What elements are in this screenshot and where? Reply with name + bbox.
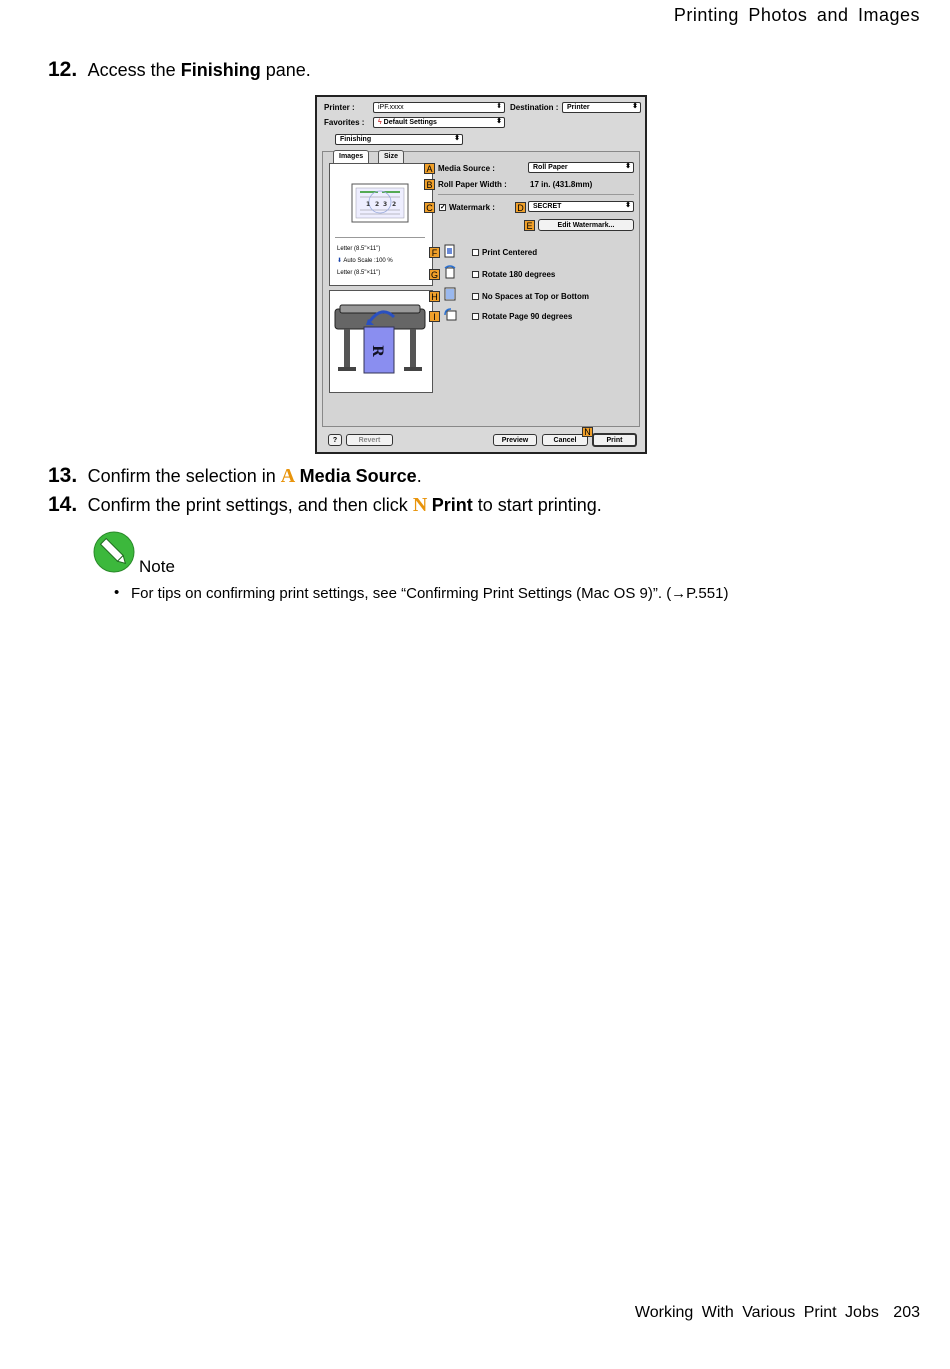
preview-scale: Auto Scale :100 % [343,258,393,264]
divider [438,194,634,195]
footer [635,1304,920,1322]
popup-arrows-icon: ⬍ [496,118,502,125]
preview-output-paper: Letter (8.5"×11") [337,270,381,276]
step-text-pre: Confirm the print settings, and then click [87,495,413,515]
note-title: Note [139,557,175,576]
marker-letter: A [280,465,296,487]
marker-h: H [429,291,440,302]
step-text-post: pane. [260,60,311,80]
marker-i: I [429,311,440,322]
step-number: 14. [48,493,78,516]
step-text-pre: Access the [87,60,181,80]
step-number: 13. [48,464,78,487]
pane-popup[interactable] [335,134,463,145]
marker-e: E [524,220,535,231]
cancel-button[interactable]: Cancel [542,434,588,446]
divider [335,237,425,238]
no-spaces-icon [443,287,457,301]
step-14 [48,493,602,517]
help-button[interactable]: ? [328,434,342,446]
arrow-down-icon: ⬇ [337,258,343,264]
destination-label: Destination : [510,103,559,112]
media-source-label: Media Source : [438,164,495,173]
step-bold: Media Source [299,466,417,486]
step-bold: Finishing [180,60,261,80]
page-number: 203 [893,1304,920,1321]
roll-width-label: Roll Paper Width : [438,180,507,189]
step-text-post: . [416,466,422,486]
tab-label: Size [384,153,399,160]
preview-button[interactable]: Preview [493,434,537,446]
option-label: No Spaces at Top or Bottom [482,292,589,301]
watermark-popup[interactable] [528,201,634,212]
footer-section: Working With Various Print Jobs [634,1304,879,1321]
printer-illustration [329,290,433,393]
step-bold: Print [431,495,473,515]
step-text-pre: Confirm the selection in [87,466,281,486]
tab-label: Images [339,153,364,160]
printer-popup[interactable] [373,102,505,113]
step-12 [48,58,311,82]
printer-label: Printer : [324,103,355,112]
popup-arrows-icon: ⬍ [625,163,631,170]
marker-g: G [430,270,438,280]
marker-c: C [424,202,435,213]
printer-page-letter: R [369,345,385,357]
marker-f: F [429,247,440,258]
print-button[interactable]: Print [592,433,637,447]
preview-info [337,243,393,279]
marker-letter: N [412,494,428,516]
print-centered-checkbox[interactable] [472,249,479,256]
printer-value: iPF.xxxx [378,104,404,111]
printer-icon [330,291,432,391]
step-13 [48,464,422,488]
lightning-icon: ϟ [378,119,382,126]
popup-arrows-icon: ⬍ [632,103,638,110]
watermark-value: SECRET [533,203,562,210]
popup-arrows-icon: ⬍ [454,135,460,142]
step-text-post: to start printing. [472,495,602,515]
preview-page-number: 2 [392,201,397,208]
print-centered-icon [443,244,457,258]
tab-size[interactable] [378,150,404,164]
marker-d: D [515,202,526,213]
preview-page-number: 3 [383,201,388,208]
watermark-checkbox[interactable]: ✓ [440,204,446,211]
media-source-popup[interactable] [528,162,634,173]
edit-watermark-button[interactable]: Edit Watermark... [538,219,634,231]
media-source-value: Roll Paper [533,164,568,171]
tab-images[interactable] [333,150,369,163]
note-text: For tips on confirming print settings, see “Confirming Print Settings (Mac OS 9)”. (→P.551) [131,585,729,602]
preview-paper: Letter (8.5"×11") [337,246,381,252]
rotate-90-checkbox[interactable] [472,313,479,320]
rotate-180-icon [443,265,457,279]
rotate-90-icon [443,307,457,321]
destination-popup[interactable] [562,102,641,113]
step-number: 12. [48,58,78,81]
print-dialog [315,95,647,454]
rotate-180-checkbox[interactable] [472,271,479,278]
watermark-label: Watermark : [449,203,495,212]
favorites-label: Favorites : [324,118,365,127]
favorites-popup[interactable] [373,117,505,128]
roll-width-value: 17 in. (431.8mm) [530,180,593,189]
pane-value: Finishing [340,136,372,143]
popup-arrows-icon: ⬍ [496,103,502,110]
option-label: Rotate Page 90 degrees [482,312,573,321]
option-label: Print Centered [482,248,538,257]
no-spaces-checkbox[interactable] [472,293,479,300]
favorites-value: Default Settings [383,119,437,126]
preview-page-number: 2 [375,201,380,208]
destination-value: Printer [567,104,590,111]
option-label: Rotate 180 degrees [482,270,556,279]
popup-arrows-icon: ⬍ [625,202,631,209]
running-header: Printing Photos and Images [673,5,920,25]
note-pencil-icon [93,531,135,573]
marker-n: N [582,427,593,437]
preview-page-number: 1 [366,201,371,208]
marker-a: A [424,163,435,174]
marker-b: B [424,179,435,190]
note-bullet: • [114,584,120,601]
revert-button[interactable]: Revert [346,434,393,446]
